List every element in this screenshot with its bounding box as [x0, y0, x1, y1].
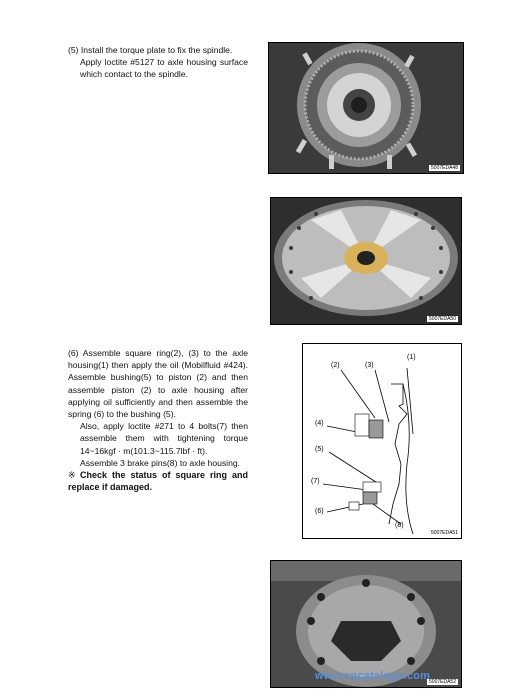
step-6-note — [68, 469, 248, 493]
photo-1-code: 5007EDA48 — [431, 165, 458, 171]
cross-section-drawing — [303, 344, 461, 538]
photo-axle-housing — [270, 560, 462, 688]
label-part-1: (1) — [407, 354, 416, 361]
photo-axle-housing-illustration — [271, 561, 461, 687]
label-part-2: (2) — [331, 362, 340, 369]
watermark-text: www.epcatalogs.com — [315, 670, 431, 682]
note-mark: ※ — [68, 470, 76, 481]
label-part-8: (8) — [395, 522, 404, 529]
photo-spindle-illustration — [269, 43, 463, 173]
photo-torque-plate-illustration — [271, 198, 461, 324]
label-part-7: (7) — [311, 478, 320, 485]
step-6-paragraph-1: (6) Assemble square ring(2), (3) to the axle housing(1) then apply the oil (Mobilfluid #424). Assemble bushing(5) to piston (2) and then assemble piston (2) to axle housing after applying oil sufficiently and then assemble the spring (6) to the bushing (5). — [68, 348, 248, 420]
step-5-heading: (5) Install the torque plate to fix the spindle. — [68, 45, 233, 55]
label-part-5: (5) — [315, 446, 324, 453]
diagram-code: 5007EDA51 — [431, 530, 458, 536]
step-5-text — [68, 44, 248, 81]
label-part-4: (4) — [315, 420, 324, 427]
photo-2-code: 5007EDA50 — [429, 316, 456, 322]
photo-spindle-torque-plate — [268, 42, 464, 174]
label-part-3: (3) — [365, 362, 374, 369]
label-part-6: (6) — [315, 508, 324, 515]
note-text: Check the status of square ring and replace if damaged. — [68, 470, 248, 493]
step-5-detail: Apply loctite #5127 to axle housing surface which contact to the spindle. — [80, 57, 248, 80]
cross-section-diagram — [302, 343, 462, 539]
step-6-paragraph-2: Also, apply loctite #271 to 4 bolts(7) then assemble them with tightening torque 14~16kgf · m(101.3~115.7lbf · ft). — [80, 421, 248, 456]
photo-3-code: 5007EDA52 — [429, 679, 456, 685]
step-6-paragraph-3: Assemble 3 brake pins(8) to axle housing. — [80, 457, 241, 468]
photo-torque-plate — [270, 197, 462, 325]
step-6-text — [68, 347, 248, 493]
